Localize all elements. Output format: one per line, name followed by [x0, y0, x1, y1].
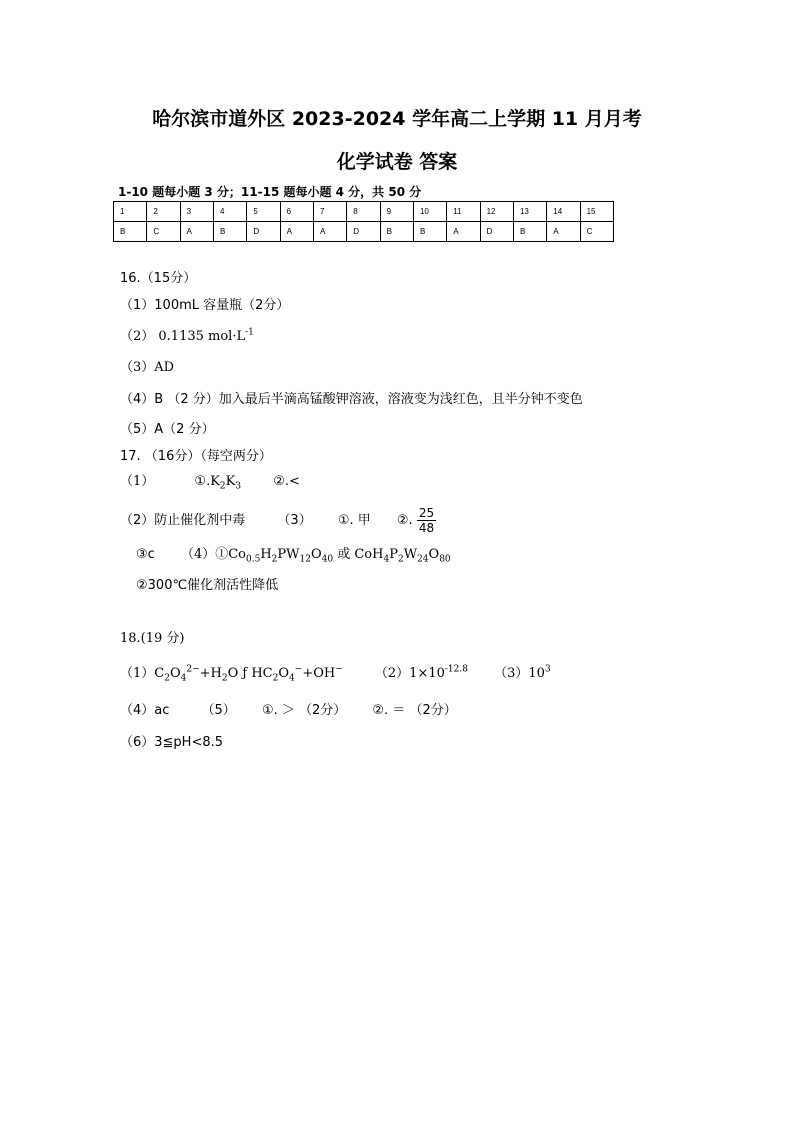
answer-table-answer-cell: B	[114, 222, 147, 242]
q18-line2	[120, 699, 457, 718]
answer-table-answer-cell: B	[513, 222, 546, 242]
q17-answer-2: ②.<	[273, 474, 300, 489]
q17-line1-label: （1）	[120, 474, 155, 489]
q17-line3-formula1: $(4)①Co_{0.5}H_2PW_{12}O_{40}$	[180, 547, 334, 565]
answer-table-answer-cell: B	[380, 222, 413, 242]
answer-table-answer-cell: B	[413, 222, 446, 242]
q17-line3	[136, 543, 451, 565]
answer-table-number-cell: 6	[280, 202, 313, 222]
q17-line2-a: （2）防止催化剂中毒	[120, 513, 246, 528]
q16-part1: （1）100mL 容量瓶（2分）	[120, 298, 290, 313]
answer-table-answer-cell: D	[247, 222, 280, 242]
q17-line4: ②300℃催化剂活性降低	[136, 578, 279, 593]
fraction-denominator: 48	[418, 521, 435, 535]
answer-table-answer-cell: D	[347, 222, 380, 242]
answer-table-number-cell: 5	[247, 202, 280, 222]
answer-table	[113, 201, 614, 242]
q18-line2-b: （5）	[201, 703, 236, 718]
answer-table-number-cell: 11	[447, 202, 480, 222]
scoring-note: 1-10 题每小题 3 分；11-15 题每小题 4 分，共 50 分	[118, 185, 422, 199]
answer-table-number-cell: 14	[547, 202, 580, 222]
answer-table-number-row	[114, 202, 614, 222]
q18-line2-d: ②. ＝ （2分）	[372, 703, 457, 718]
q16-part3: （3）AD	[120, 360, 175, 375]
q18-equation: $(1)C_2O_4^{2-}+H_2O$ ƒ $HC_2O_4^-+OH^-$	[120, 664, 343, 684]
answer-table-answer-cell: C	[147, 222, 180, 242]
answer-table-answer-cell: C	[580, 222, 613, 242]
answer-table-answer-row	[114, 222, 614, 242]
q17-line3-formula2: 或 $CoH_4P_2W_{24}O_{80}$	[333, 547, 451, 565]
answer-table-number-cell: 7	[313, 202, 346, 222]
answer-table-number-cell: 9	[380, 202, 413, 222]
q17-line1	[120, 470, 300, 492]
q17-line2-d: ②.	[396, 513, 413, 528]
answer-table-answer-cell: B	[213, 222, 246, 242]
q18-heading: 18.(19 分)	[120, 631, 185, 646]
q18-line2-a: （4）ac	[120, 703, 170, 718]
answer-table-number-cell: 8	[347, 202, 380, 222]
q16-part4: （4）B （2 分）加入最后半滴高锰酸钾溶液，溶液变为浅红色，且半分钟不变色	[120, 392, 583, 407]
answer-table-number-cell: 3	[180, 202, 213, 222]
fraction	[417, 506, 436, 535]
q17-line2-c: ①. 甲	[337, 513, 371, 528]
answer-table-number-cell: 4	[213, 202, 246, 222]
q17-heading: 17. （16分）（每空两分）	[120, 449, 272, 464]
q16-part2	[120, 325, 254, 344]
q18-line2-c: ①. ＞ （2分）	[261, 703, 347, 718]
q16-part5: （5）A（2 分）	[120, 422, 215, 437]
answer-table-number-cell: 2	[147, 202, 180, 222]
answer-table-number-cell: 13	[513, 202, 546, 222]
answer-table-answer-cell: A	[547, 222, 580, 242]
q18-part3: $(3)10^3$	[494, 664, 551, 681]
answer-table-answer-cell: A	[447, 222, 480, 242]
q18-line3: （6）3≦pH<8.5	[120, 735, 224, 750]
answer-table-answer-cell: A	[280, 222, 313, 242]
document-subtitle: 化学试卷 答案	[336, 151, 458, 173]
answer-table-answer-cell: D	[480, 222, 513, 242]
answer-table-answer-cell: A	[180, 222, 213, 242]
q17-line2	[120, 506, 436, 535]
q16-heading: 16.（15分）	[120, 271, 197, 286]
q17-line3-a: ③c	[136, 547, 155, 562]
answer-table-number-cell: 12	[480, 202, 513, 222]
answer-table-number-cell: 10	[413, 202, 446, 222]
q17-line2-b: （3）	[277, 513, 312, 528]
q16-part2-sup: -1	[245, 327, 254, 338]
q17-answer-1: $①.K_2K_3$	[194, 474, 242, 492]
q18-line1	[120, 662, 551, 684]
q16-part2-text: （2） 0.1135 mol·L	[120, 329, 246, 344]
answer-table-number-cell: 1	[114, 202, 147, 222]
document-title: 哈尔滨市道外区 2023-2024 学年高二上学期 11 月月考	[152, 108, 642, 130]
q18-part2: $(2)1\times 10^{-12.8}$	[374, 664, 468, 681]
answer-table-answer-cell: A	[313, 222, 346, 242]
fraction-numerator: 25	[418, 506, 435, 520]
answer-table-number-cell: 15	[580, 202, 613, 222]
